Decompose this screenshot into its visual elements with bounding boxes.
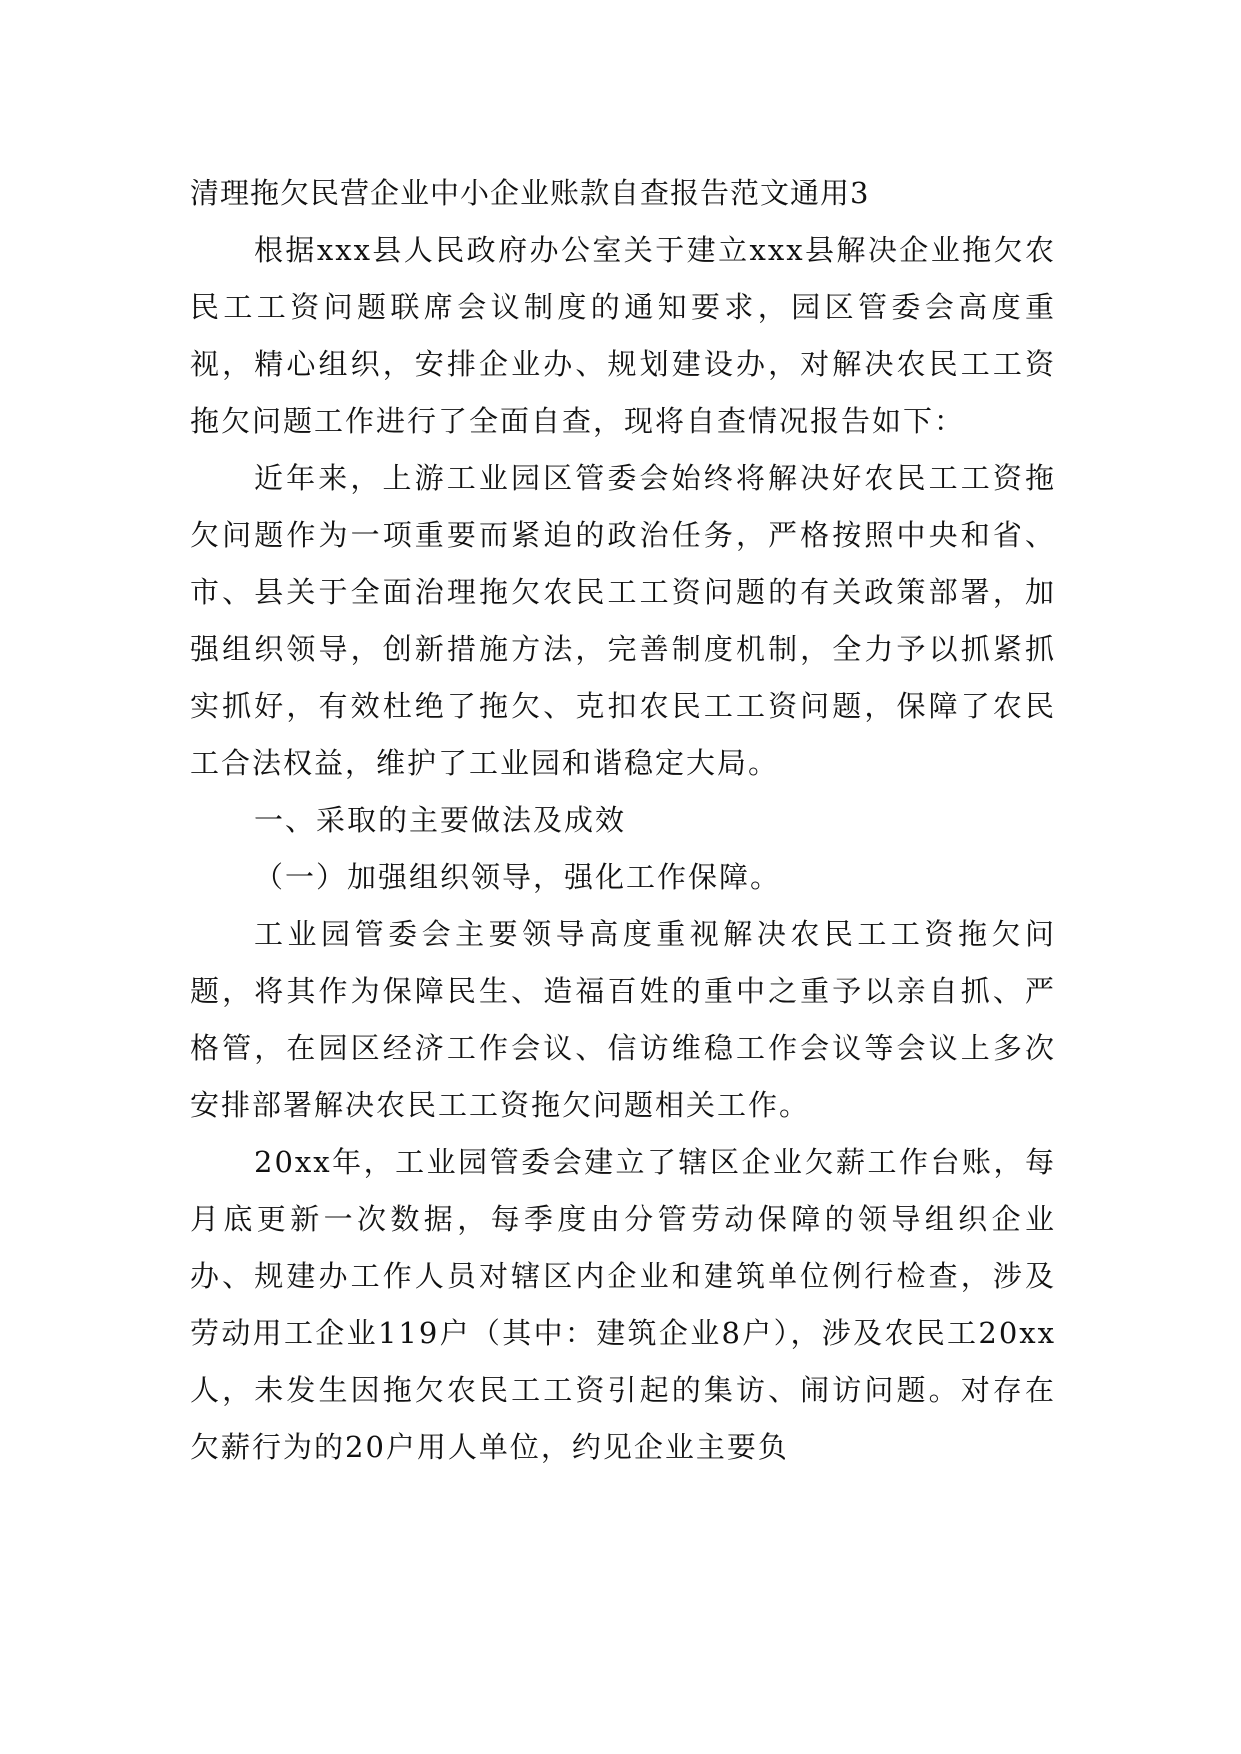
paragraph-leadership: 工业园管委会主要领导高度重视解决农民工工资拖欠问题，将其作为保障民生、造福百姓的重中之重予以亲自抓、严格管，在园区经济工作会议、信访维稳工作会议等会议上多次安排部署解决农民工工资拖欠问题相关工作。 [190,917,1056,1122]
section-heading-1: 一、采取的主要做法及成效 [254,803,627,837]
subsection-heading-1: （一）加强组织领导，强化工作保障。 [254,860,782,894]
paragraph-ledger: 20xx年，工业园管委会建立了辖区企业欠薪工作台账，每月底更新一次数据，每季度由分管劳动保障的领导组织企业办、规建办工作人员对辖区内企业和建筑单位例行检查，涉及劳动用工企业119户（其中：建筑企业8户），涉及农民工20xx人，未发生因拖欠农民工工资引起的集访、闹访问题。对存在欠薪行为的20户用人单位，约见企业主要负 [190,1145,1056,1464]
document-title: 清理拖欠民营企业中小企业账款自查报告范文通用3 [190,176,870,210]
paragraph-background: 近年来，上游工业园区管委会始终将解决好农民工工资拖欠问题作为一项重要而紧迫的政治任务，严格按照中央和省、市、县关于全面治理拖欠农民工工资问题的有关政策部署，加强组织领导，创新措施方法，完善制度机制，全力予以抓紧抓实抓好，有效杜绝了拖欠、克扣农民工工资问题，保障了农民工合法权益，维护了工业园和谐稳定大局。 [190,461,1056,780]
paragraph-intro: 根据xxx县人民政府办公室关于建立xxx县解决企业拖欠农民工工资问题联席会议制度的通知要求，园区管委会高度重视，精心组织，安排企业办、规划建设办，对解决农民工工资拖欠问题工作进行了全面自查，现将自查情况报告如下： [190,233,1056,438]
